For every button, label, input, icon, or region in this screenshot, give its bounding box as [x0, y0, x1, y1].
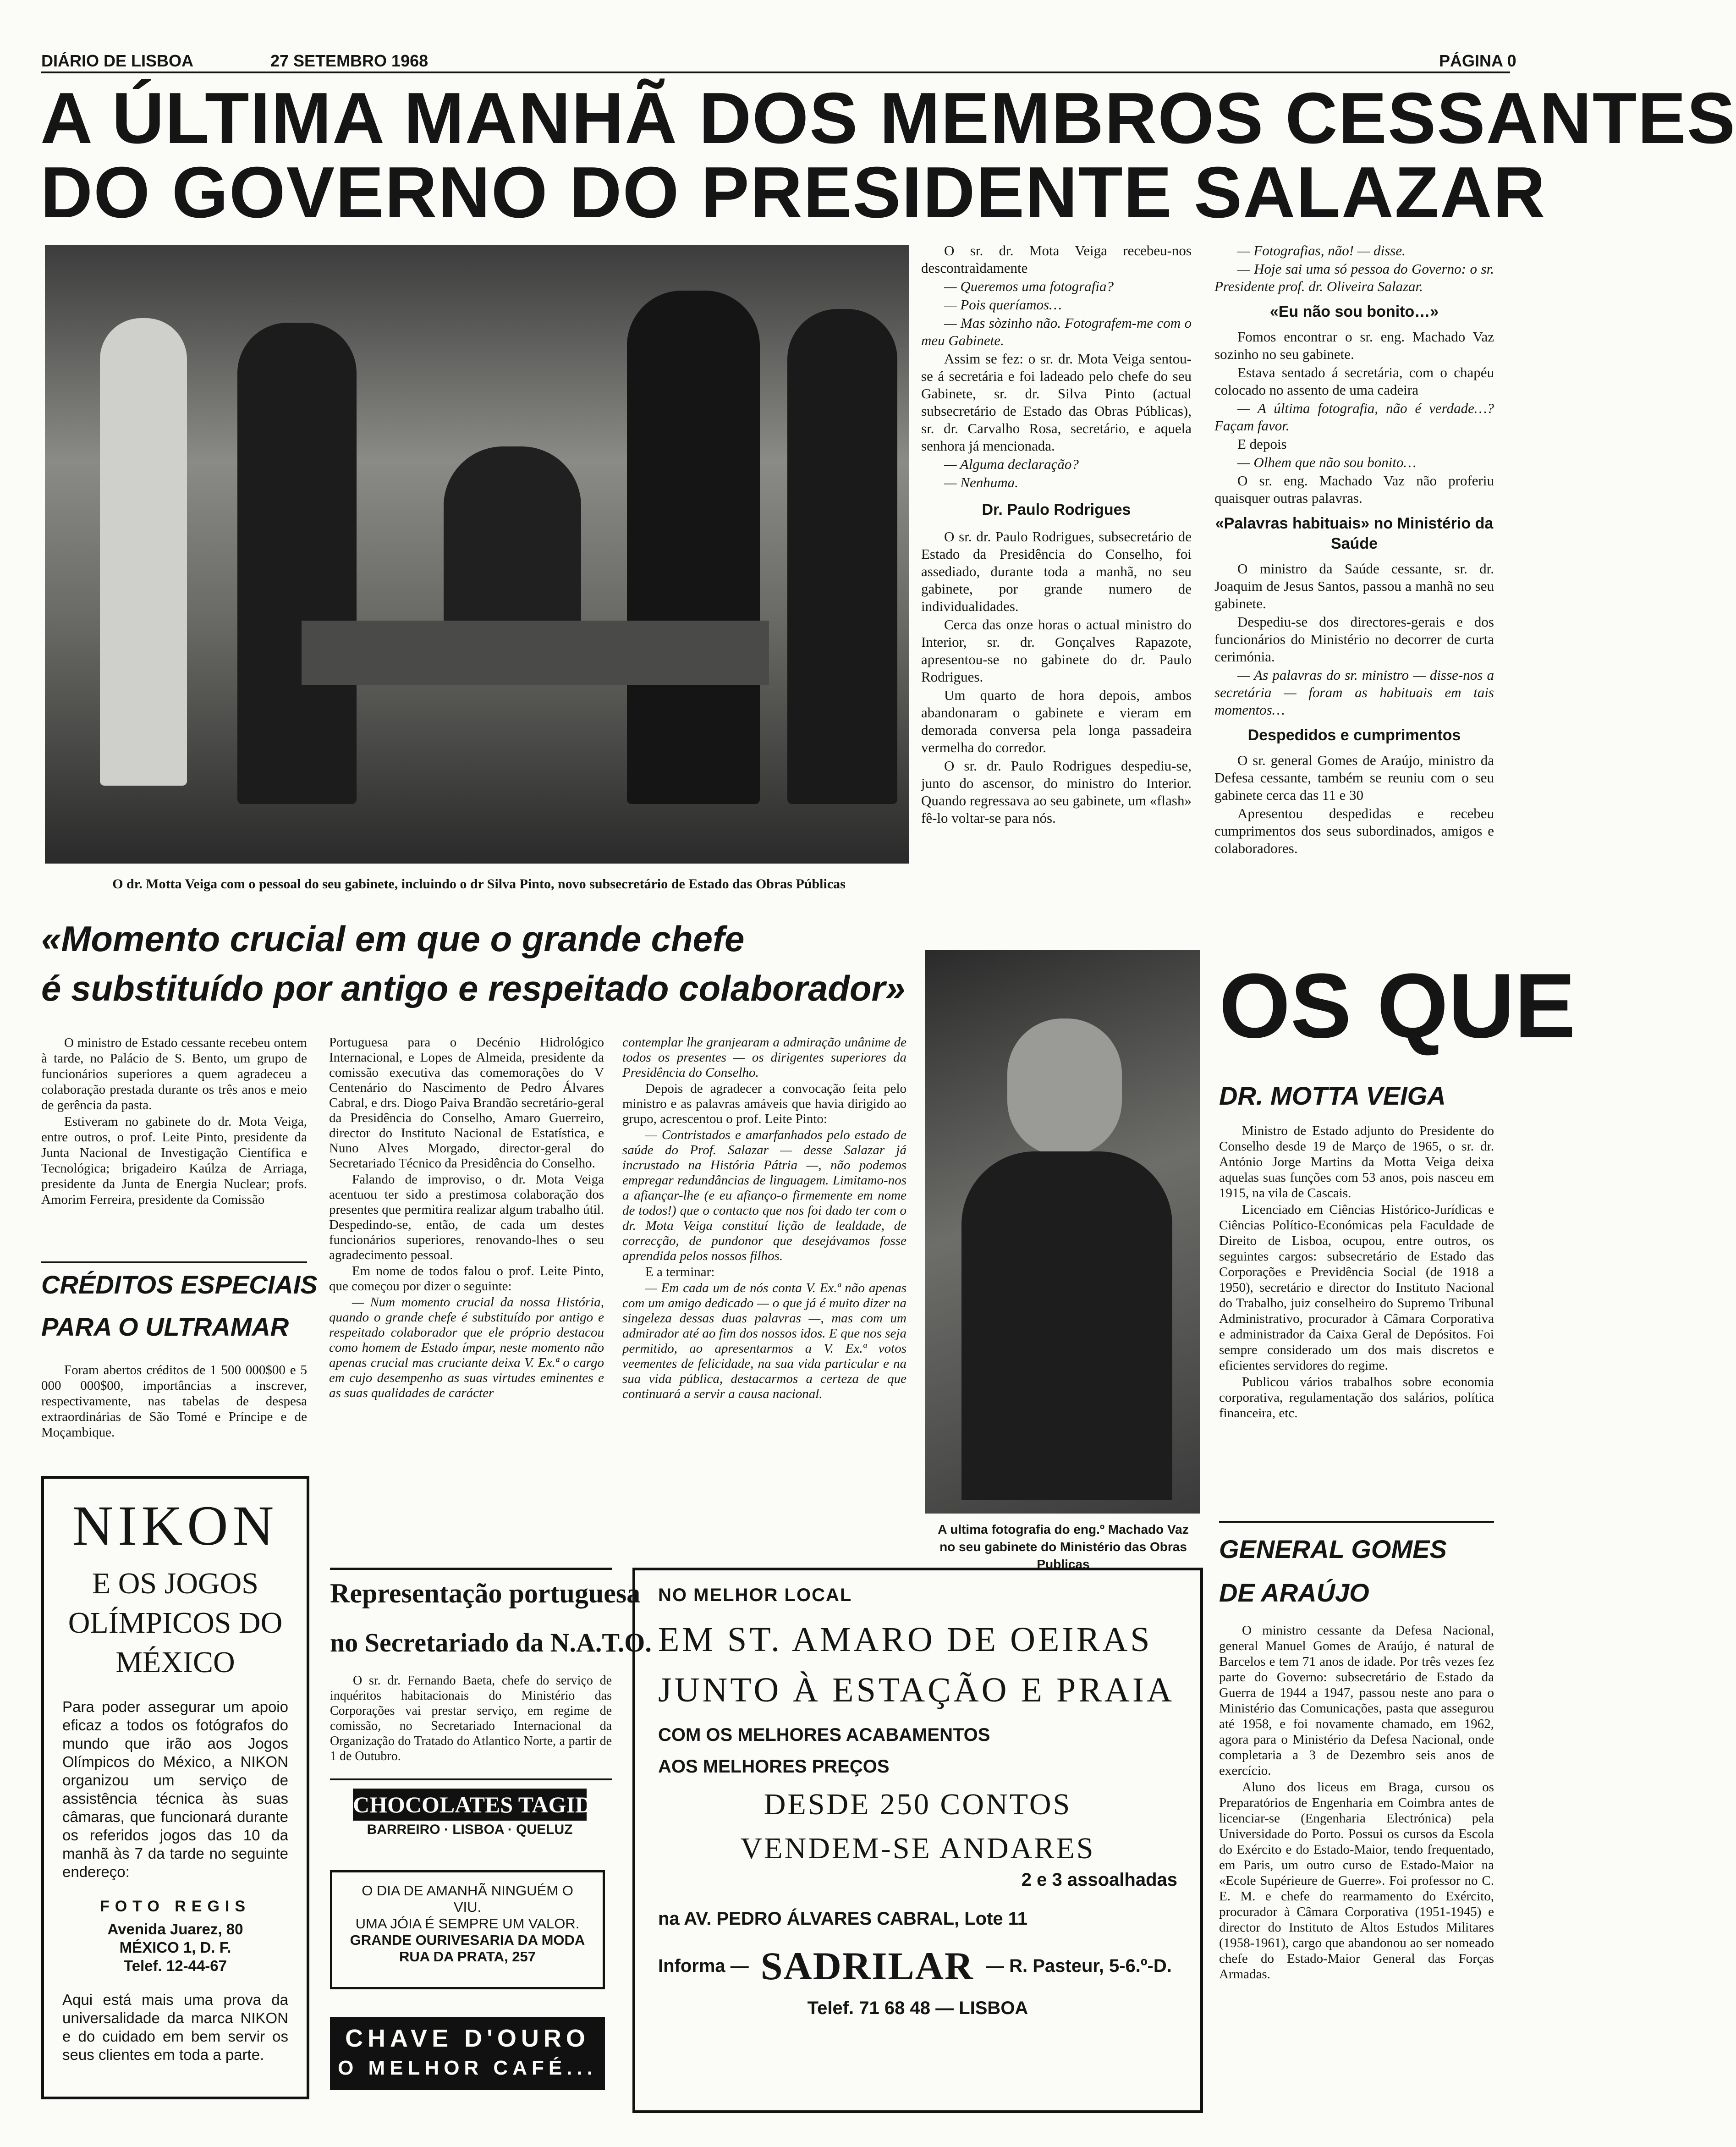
- nikon-footer: Aqui está mais uma prova da universalidade da marca NIKON e do cuidado em bem servir os seus clientes em toda a parte.: [62, 1991, 288, 2063]
- headline-line1: A ÚLTIMA MANHÃ DOS MEMBROS CESSANTES: [40, 78, 1736, 159]
- right-column-1: O sr. dr. Mota Veiga recebeu-nos descontraìdamente — Queremos uma fotografia? — Pois queríamos… — Mas sòzinho não. Fotografem-me com o meu Gabinete. Assim se fez: o sr. dr. Mota Veiga sentou-se á secretária e foi ladeado pelo chefe do seu Gabinete, sr. dr. Silva Pinto (actual subsecretário de Estado das Obras Públicas), sr. dr. Carvalho Rosa, secretário, e aquela senhora já mencionada. — Alguma declaração? — Nenhuma. Dr. Paulo Rodrigues O sr. dr. Paulo Rodrigues, subsecretário de Estado da Presidência do Conselho, foi assediado, durante toda a manhã, no seu gabinete, por grande numero de individualidades. Cerca das onze horas o actual ministro do Interior, sr. dr. Gonçalves Rapazote, apresentou-se no gabinete do dr. Paulo Rodrigues. Um quarto de hora depois, ambos abandonaram o gabinete e vieram em demorada conversa pela longa passadeira vermelha do corredor. O sr. dr. Paulo Rodrigues despediu-se, junto do ascensor, do ministro do Interior. Quando regressava ao seu gabinete, um «flash» fê-lo voltar-se para nós.: [921, 242, 1192, 826]
- re-line-5: AOS MELHORES PREÇOS: [658, 1756, 890, 1777]
- gomes-subhead-2: DE ARAÚJO: [1219, 1578, 1369, 1607]
- nato-top-rule: [330, 1568, 612, 1570]
- motta-veiga-subhead: DR. MOTTA VEIGA: [1219, 1081, 1446, 1110]
- nikon-address-2: MÉXICO 1, D. F.: [119, 1939, 231, 1956]
- portrait-head: [1007, 1018, 1122, 1156]
- nikon-body: Para poder assegurar um apoio eficaz a todos os fotógrafos do mundo que irão aos Jogos Olímpicos do México, a NIKON organizou um serviço de assistência técnica às suas câmaras, que funcionará durante os referidos jogos das 10 da manhã às 7 da tarde no seguinte endereço:: [62, 1698, 288, 1880]
- ourivesaria-line-4: RUA DA PRATA, 257: [399, 1949, 536, 1965]
- right-column-2: — Fotografias, não! — disse. — Hoje sai uma só pessoa do Governo: o sr. Presidente prof. dr. Oliveira Salazar. «Eu não sou bonito…» Fomos encontrar o sr. eng. Machado Vaz sozinho no seu gabinete. Estava sentado á secretária, com o chapéu colocado no assento de uma cadeira — A última fotografia, não é verdade…? Façam favor. E depois — Olhem que não sou bonito… O sr. eng. Machado Vaz não proferiu quaisquer outras palavras. «Palavras habituais» no Ministério da Saúde O ministro da Saúde cessante, sr. dr. Joaquim de Jesus Santos, passou a manhã no seu gabinete. Despediu-se dos directores-gerais e dos funcionários do Ministério no decorrer de curta cerimónia. — As palavras do sr. ministro — disse-nos a secretária — foram as habituais em tais momentos… Despedidos e cumprimentos O sr. general Gomes de Araújo, ministro da Defesa cessante, também se reuniu com o seu gabinete cerca das 11 e 30 Apresentou despedidas e recebeu cumprimentos dos seus subordinados, amigos e colaboradores.: [1214, 242, 1494, 856]
- figure-man-seated: [444, 446, 581, 639]
- subhead-palavras-habituais: «Palavras habituais» no Ministério da Saúde: [1215, 515, 1494, 552]
- re-line-2: EM ST. AMARO DE OEIRAS: [658, 1620, 1153, 1659]
- creditos-top-rule: [41, 1261, 307, 1263]
- chocolates-brand: CHOCOLATES TAGIDES: [353, 1789, 587, 1821]
- subhead-despedidos: Despedidos e cumprimentos: [1247, 727, 1461, 744]
- masthead-date: 27 SETEMBRO 1968: [270, 51, 429, 70]
- figure-man-center-right: [627, 291, 760, 804]
- nato-body: O sr. dr. Fernando Baeta, chefe do serviço de inquéritos habitacionais do Ministério das Corporações vai prestar serviço, em regime de comissão, no Secretariado Internacional da Organização do Tratado do Atlantico Norte, a partir de 1 de Outubro.: [330, 1674, 612, 1763]
- masthead-page: PÁGINA 0: [1439, 51, 1516, 70]
- desk: [302, 621, 769, 685]
- gomes-subhead-1: GENERAL GOMES: [1219, 1535, 1447, 1563]
- nato-title-1: Representação portuguesa: [330, 1578, 641, 1608]
- re-phone: Telef. 71 68 48 — LISBOA: [807, 1998, 1028, 2018]
- re-line-7: VENDEM-SE ANDARES: [740, 1832, 1095, 1865]
- re-line-4: COM OS MELHORES ACABAMENTOS: [658, 1725, 990, 1745]
- headline-line2: DO GOVERNO DO PRESIDENTE SALAZAR: [40, 152, 1546, 233]
- nikon-address-1: Avenida Juarez, 80: [107, 1921, 243, 1938]
- article-column-3: contemplar lhe granjearam a admiração unânime de todos os presentes — os dirigentes superiores da Presidência do Conselho. Depois de agradecer a convocação feita pelo ministro e as palavras amáveis que havia dirigido ao grupo, acrescentou o prof. Leite Pinto: — Contristados e amarfanhados pelo estado de saúde do Prof. Salazar — desse Salazar já incrustado na História Pátria —, não podemos empregar redundâncias de linguagem. Limitamo-nos a afiançar-lhe (e eu afianço-o firmemente em nome de todos!) que o contacto que nos foi dado ter com o dr. Mota Veiga constituí lição de lealdade, de correcção, de pundonor que desejávamos fosse aprendida pelos nossos filhos. E a terminar: — Em cada um de nós conta V. Ex.ª não apenas com um amigo dedicado — o que já é muito dizer na singeleza dessas duas palavras —, mas com um admirador até ao fim dos nossos idos. E que nos seja permitido, ao apresentarmos a V. Ex.ª votos veementes de felicidade, na sua vida particular e na sua vida pública, destacarmos a certeza de que continuará a servir a causa nacional.: [622, 1035, 906, 1401]
- creditos-title-2: PARA O ULTRAMAR: [41, 1312, 289, 1341]
- ourivesaria-line-3: GRANDE OURIVESARIA DA MODA: [350, 1932, 585, 1948]
- creditos-title-1: CRÉDITOS ESPECIAIS: [41, 1270, 318, 1299]
- re-informa: Informa —: [658, 1955, 749, 1976]
- chave-douro-ad: [330, 2017, 605, 2090]
- ourivesaria-line-2: UMA JÓIA É SEMPRE UM VALOR.: [355, 1916, 580, 1932]
- chocolates-ad: [353, 1789, 620, 1839]
- nikon-title: NIKON: [72, 1494, 279, 1557]
- motta-veiga-text: Ministro de Estado adjunto do Presidente do Conselho desde 19 de Março de 1965, o sr. dr. António Jorge Martins da Motta Veiga deixa aquelas suas funções com 53 anos, pois nasceu em 1915, na vila de Cascais. Licenciado em Ciências Histórico-Jurídicas e Ciências Político-Económicas pela Faculdade de Direito de Lisboa, ocupou, entre outros, os seguintes cargos: subsecretário de Estado das Corporações e Previdência Social (de 1918 a 1950), secretário e director do Instituto Nacional do Trabalho, juiz conselheiro do Supremo Tribunal Administrativo, procurador à Câmara Corporativa e administrador da Caixa Geral de Depósitos. Foi sempre considerado um dos mais discretos e eficientes servidores do regime. Publicou vários trabalhos sobre economia corporativa, regulamentação dos salários, política financeira, etc.: [1219, 1123, 1494, 1420]
- cabinet-group-photo: [45, 245, 909, 864]
- figure-man-right: [787, 309, 897, 804]
- header-rule: [41, 72, 1510, 73]
- subhead-paulo-rodrigues: Dr. Paulo Rodrigues: [982, 501, 1131, 518]
- re-line-3: JUNTO À ESTAÇÃO E PRAIA: [658, 1671, 1175, 1709]
- ourivesaria-line-1: O DIA DE AMANHÃ NINGUÉM O VIU.: [362, 1883, 573, 1915]
- masthead-paper: DIÁRIO DE LISBOA: [41, 51, 194, 70]
- photo2-caption: A ultima fotografia do eng.º Machado Vaz no seu gabinete do Ministério das Obras Publicas: [938, 1522, 1189, 1571]
- re-line-6: DESDE 250 CONTOS: [764, 1788, 1072, 1821]
- portrait-body: [961, 1151, 1172, 1500]
- machado-vaz-photo: [925, 950, 1200, 1514]
- figure-man-left: [237, 323, 357, 804]
- chave-line-2: O MELHOR CAFÉ...: [338, 2057, 597, 2079]
- quote-headline-line2: é substituído por antigo e respeitado colaborador»: [41, 968, 906, 1008]
- re-line-9: na AV. PEDRO ÁLVARES CABRAL, Lote 11: [658, 1909, 1028, 1929]
- nikon-shop: FOTO REGIS: [99, 1898, 251, 1915]
- re-line-8: 2 e 3 assoalhadas: [1021, 1870, 1177, 1890]
- photo1-caption: O dr. Motta Veiga com o pessoal do seu gabinete, incluindo o dr Silva Pinto, novo subsecretário de Estado das Obras Públicas: [112, 876, 846, 892]
- creditos-body: Foram abertos créditos de 1 500 000$00 e 5 000 000$00, importâncias a inscrever, respectivamente, nas tabelas de despesa extraordinárias de São Tomé e Príncipe e de Moçambique.: [41, 1363, 307, 1440]
- re-brand: SADRILAR: [760, 1944, 974, 1988]
- figure-woman: [100, 318, 187, 786]
- nikon-subtitle: E OS JOGOS OLÍMPICOS DO MÉXICO: [68, 1567, 283, 1679]
- nikon-phone: Telef. 12-44-67: [123, 1957, 227, 1974]
- nato-title-2: no Secretariado da N.A.T.O.: [330, 1628, 652, 1657]
- chocolates-places: BARREIRO · LISBOA · QUELUZ: [367, 1822, 573, 1837]
- quote-headline-line1: «Momento crucial em que o grande chefe: [41, 919, 745, 959]
- nikon-ad: [41, 1476, 309, 2099]
- chocolates-top-rule: [330, 1778, 612, 1780]
- gomes-text: O ministro cessante da Defesa Nacional, general Manuel Gomes de Araújo, é natural de Barcelos e tem 71 anos de idade. Por três vezes fez parte do Governo: subsecretário de Estado da Guerra de 1944 a 1947, passou neste ano para o Ministério das Comunicações, pasta que assegurou até 1958, e foi novamente chamado, em 1962, agora para o Ministério da Defesa Nacional, onde completaria a 3 de Dezembro seis anos de exercício. Aluno dos liceus em Braga, cursou os Preparatórios de Engenharia em Coimbra antes de licenciar-se (Engenharia Electrónica) pela Universidade do Porto. Possui os cursos da Escola do Exército e do Estado-Maior, tendo frequentado, em Paris, um outro curso de Estado-Maior na «Ecole Supérieure de Guerre». Foi professor no C. E. M. e chefe do rearmamento do Exército, procurador à Câmara Corporativa (1951-1945) e director do Instituto de Altos Estudos Militares (1958-1961), cargo que abandonou ao ser nomeado chefe do Estado-Maior General das Forças Armadas.: [1219, 1623, 1494, 1982]
- ourivesaria-ad: [330, 1870, 605, 1989]
- chave-line-1: CHAVE D'OURO: [345, 2025, 590, 2052]
- sadrilar-ad: [632, 1568, 1203, 2113]
- article-column-2: Portuguesa para o Decénio Hidrológico Internacional, e Lopes de Almeida, presidente da comissão executiva das comemorações do V Centenário do Nascimento de Pedro Álvares Cabral, e drs. Diogo Paiva Brandão secretário-geral da Presidência do Conselho, Amaro Guerreiro, director do Instituto Nacional de Estatística, e Nuno Alves Morgado, director-geral do Secretariado Técnico da Presidência do Conselho. Falando de improviso, o dr. Mota Veiga acentuou ter sido a prestimosa colaboração dos presentes que permitira realizar algum trabalho útil. Despedindo-se, então, de cada um destes funcionários superiores, renovando-lhes o seu agradecimento pessoal. Em nome de todos falou o prof. Leite Pinto, que começou por dizer o seguinte: — Num momento crucial da nossa História, quando o grande chefe é substituído por antigo e respeitado colaborador que ele próprio destacou como homem de Estado ímpar, neste momento não apenas crucial mas cruciante deixa V. Ex.ª o cargo em cujo desempenho as suas virtudes eminentes e as suas qualidades de carácter: [329, 1035, 604, 1400]
- re-line-1: NO MELHOR LOCAL: [658, 1585, 852, 1605]
- gomes-top-rule: [1219, 1521, 1494, 1523]
- subhead-nao-sou-bonito: «Eu não sou bonito…»: [1269, 303, 1439, 320]
- os-que-title: OS QUE: [1219, 955, 1576, 1057]
- re-address: — R. Pasteur, 5-6.º-D.: [986, 1955, 1172, 1976]
- article-column-1: O ministro de Estado cessante recebeu ontem à tarde, no Palácio de S. Bento, um grupo de funcionários superiores a quem agradeceu a colaboração prestada durante os três anos e meio de gerência da pasta. Estiveram no gabinete do dr. Mota Veiga, entre outros, o prof. Leite Pinto, presidente da Junta Nacional de Investigação Científica e Tecnológica; brigadeiro Kaúlza de Arriaga, presidente da Junta de Energia Nuclear; profs. Amorim Ferreira, presidente da Comissão: [41, 1035, 307, 1207]
